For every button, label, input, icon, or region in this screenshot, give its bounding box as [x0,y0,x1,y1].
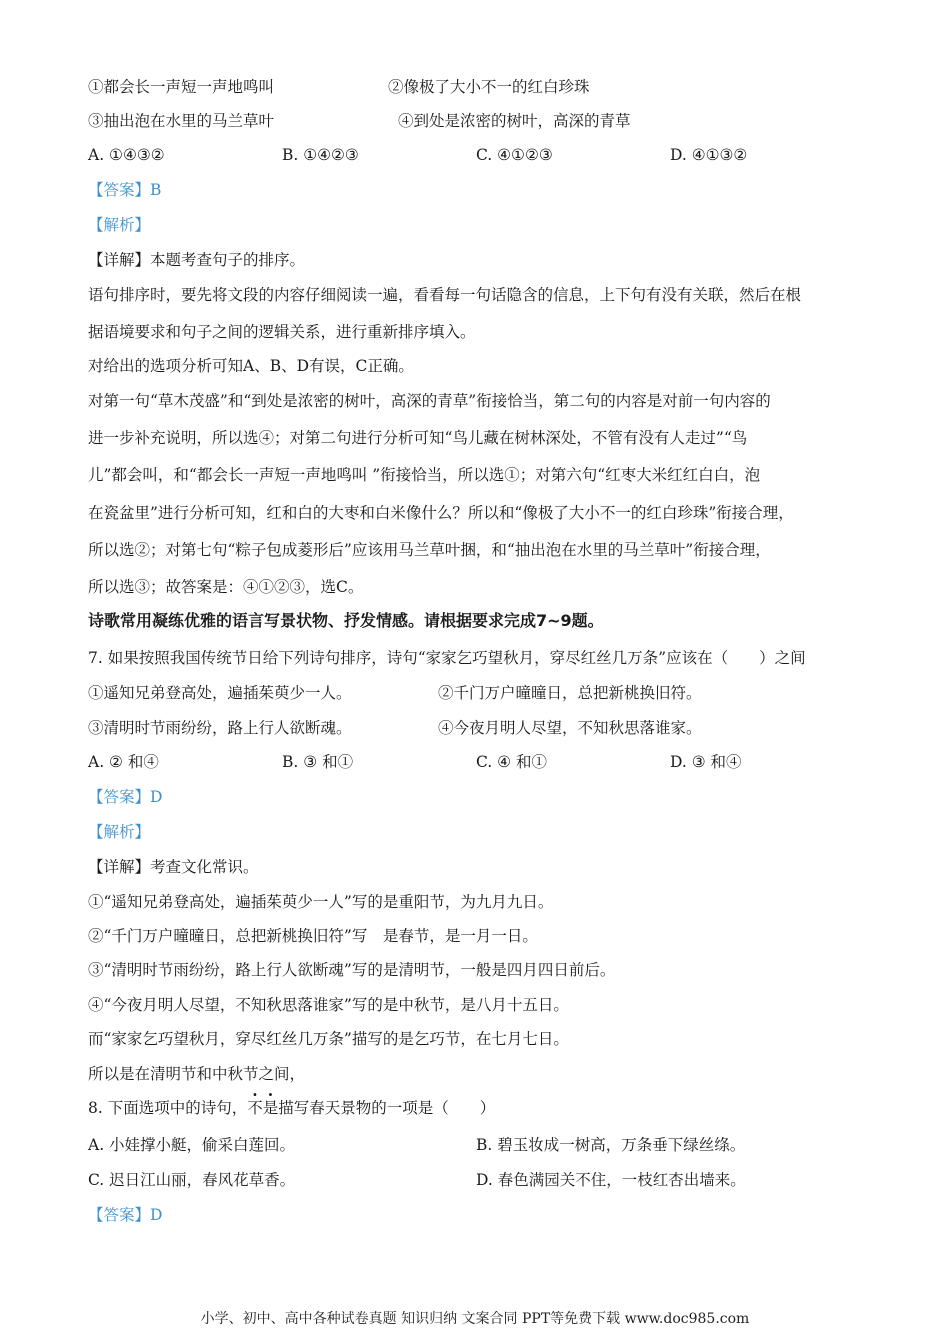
emphasis-char: 是 [262,1099,279,1117]
q6-option-b: B. ①④②③ [282,146,359,164]
q7-detail-line: ①“遥知兄弟登高处，遍插茱萸少一人”写的是重阳节，为九月九日。 [88,893,554,911]
emphasis-char: 不 [247,1099,263,1117]
q7-item-1: ①遥知兄弟登高处，遍插茱萸少一人。 [88,684,352,702]
q6-item-2: ②像极了大小不一的红白珍珠 [388,78,590,96]
q6-detail-line: 儿”都会叫，和“都会长一声短一声地鸣叫 ”衔接恰当，所以选①；对第六句“红枣大米红红白白，泡 [88,466,761,484]
q6-item-1: ①都会长一声短一声地鸣叫 [88,78,275,96]
q6-option-c: C. ④①②③ [476,146,553,164]
q6-option-d: D. ④①③② [670,146,748,164]
q8-stem [88,1098,495,1118]
q7-analysis-label: 【解析】 [88,823,151,841]
q7-option-d: D. ③ 和④ [670,753,742,771]
page-footer: 小学、初中、高中各种试卷真题 知识归纳 文案合同 PPT等免费下载 www.doc985.com [200,1311,750,1327]
q8-stem-emphasis [247,1099,278,1117]
q8-option-a: A. 小娃撑小艇，偷采白莲回。 [88,1136,296,1154]
q8-option-d: D. 春色满园关不住，一枝红杏出墙来。 [476,1171,746,1189]
q7-answer: 【答案】D [88,788,163,806]
q6-answer: 【答案】B [88,181,162,199]
q8-answer: 【答案】D [88,1206,163,1224]
q7-item-4: ④今夜月明人尽望，不知秋思落谁家。 [438,719,702,737]
q6-item-3: ③抽出泡在水里的马兰草叶 [88,112,275,130]
q8-option-b: B. 碧玉妆成一树高，万条垂下绿丝绦。 [476,1136,746,1154]
q7-detail-line: ②“千门万户曈曈日，总把新桃换旧符”写 是春节，是一月一日。 [88,927,538,945]
q6-detail-line: 进一步补充说明，所以选④；对第二句进行分析可知“鸟儿藏在树林深处，不管有没有人走过”“鸟 [88,429,748,447]
q7-option-a: A. ② 和④ [88,753,159,771]
q6-detail-line: 所以选②；对第七句“粽子包成菱形后”应该用马兰草叶捆，和“抽出泡在水里的马兰草叶”衔接合理， [88,541,771,559]
q7-stem: 7. 如果按照我国传统节日给下列诗句排序，诗句“家家乞巧望秋月，穿尽红丝几万条”应该在（ ）之间 [88,649,806,667]
q6-detail-line: 语句排序时，要先将文段的内容仔细阅读一遍，看看每一句话隐含的信息，上下句有没有关联，然后在根 [88,286,802,304]
q6-detail-line: 在瓷盆里”进行分析可知，红和白的大枣和白米像什么？所以和“像极了大小不一的红白珍珠”衔接合理， [88,504,794,522]
q7-option-b: B. ③ 和① [282,753,354,771]
q6-analysis-label: 【解析】 [88,216,151,234]
section-heading: 诗歌常用凝练优雅的语言写景状物、抒发情感。请根据要求完成7~9题。 [88,611,604,630]
q6-detail-line: 据语境要求和句子之间的逻辑关系，进行重新排序填入。 [88,323,476,341]
q8-stem-pre: 8. 下面选项中的诗句， [88,1099,248,1117]
q7-item-2: ②千门万户曈曈日，总把新桃换旧符。 [438,684,702,702]
q6-item-4: ④到处是浓密的树叶，高深的青草 [398,112,631,130]
q6-detail-line: 对给出的选项分析可知A、B、D有误，C正确。 [88,357,414,375]
q6-detail-line: 对第一句“草木茂盛”和“到处是浓密的树叶，高深的青草”衔接恰当，第二句的内容是对前一句内容的 [88,392,771,410]
q6-option-a: A. ①④③② [88,146,165,164]
q7-option-c: C. ④ 和① [476,753,547,771]
q7-detail-line: 所以是在清明节和中秋节之间， [88,1065,306,1083]
q7-detail-line: 【详解】考查文化常识。 [88,858,259,876]
q6-detail-line: 所以选③；故答案是：④①②③，选C。 [88,578,364,596]
q7-detail-line: ④“今夜月明人尽望，不知秋思落谁家”写的是中秋节，是八月十五日。 [88,996,569,1014]
q8-option-c: C. 迟日江山丽，春风花草香。 [88,1171,296,1189]
q6-detail-line: 【详解】本题考查句子的排序。 [88,251,306,269]
q8-stem-post: 描写春天景物的一项是（ ） [278,1099,496,1117]
q7-item-3: ③清明时节雨纷纷，路上行人欲断魂。 [88,719,352,737]
q7-detail-line: ③“清明时节雨纷纷，路上行人欲断魂”写的是清明节，一般是四月四日前后。 [88,961,616,979]
q7-detail-line: 而“家家乞巧望秋月，穿尽红丝几万条”描写的是乞巧节，在七月七日。 [88,1030,569,1048]
